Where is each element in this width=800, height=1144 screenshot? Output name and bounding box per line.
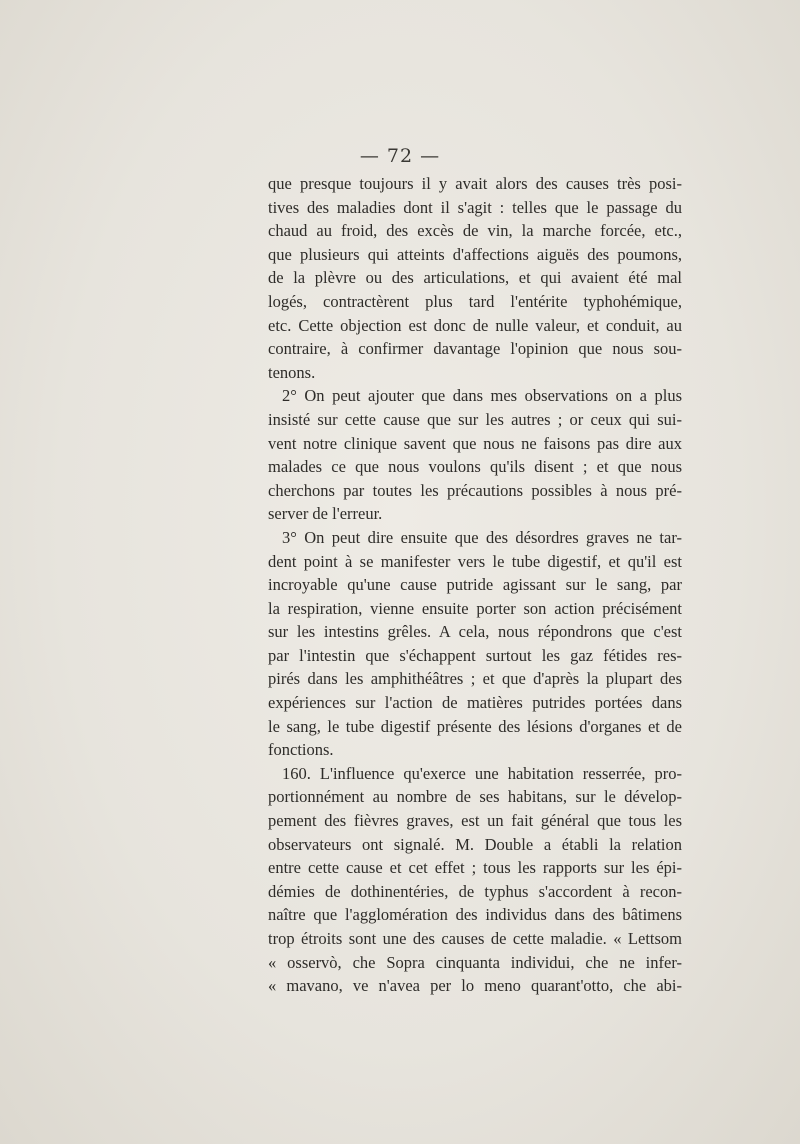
text-line: portionnément au nombre de ses habitans, sur le dévelop- — [268, 787, 682, 807]
text-line: sur les intestins grêles. A cela, nous répondrons que c'est — [268, 622, 682, 642]
body-text — [268, 172, 682, 998]
text-line: fonctions. — [268, 740, 334, 760]
text-line: trop étroits sont une des causes de cette maladie. « Lettsom — [268, 929, 682, 948]
page-number: — 72 — — [359, 145, 441, 167]
text-line: démies de dothinentéries, de typhus s'accordent à recon- — [268, 881, 682, 901]
text-line: le sang, le tube digestif présente des lésions d'organes et de — [268, 716, 682, 736]
text-line: de la plèvre ou des articulations, et qui avaient été mal — [268, 268, 682, 288]
text-line: malades ce que nous voulons qu'ils disent ; et que nous — [268, 457, 682, 477]
text-line: cherchons par toutes les précautions possibles à nous pré- — [268, 480, 682, 500]
text-line: la respiration, vienne ensuite porter son action précisément — [268, 598, 682, 618]
text-line: expériences sur l'action de matières putrides portées dans — [268, 693, 682, 713]
text-line: que presque toujours il y avait alors des causes très posi- — [268, 174, 682, 193]
paragraph-start: 160. L'influence qu'exerce une habitation resserrée, pro- — [282, 763, 682, 783]
text-line: vent notre clinique savent que nous ne faisons pas dire aux — [268, 433, 682, 453]
paragraph-start: 2° On peut ajouter que dans mes observations on a plus — [282, 386, 682, 406]
text-line: naître que l'agglomération des individus dans des bâtimens — [268, 905, 682, 925]
text-line: pirés dans les amphithéâtres ; et que d'après la plupart des — [268, 669, 682, 689]
text-line: insisté sur cette cause que sur les autres ; or ceux qui sui- — [268, 409, 682, 429]
text-line: par l'intestin que s'échappent surtout les gaz fétides res- — [268, 645, 682, 665]
text-line: contraire, à confirmer davantage l'opinion que nous sou- — [268, 339, 682, 359]
text-line: entre cette cause et cet effet ; tous les rapports sur les épi- — [268, 858, 682, 878]
text-line: dent point à se manifester vers le tube digestif, et qu'il est — [268, 551, 682, 571]
text-line: etc. Cette objection est donc de nulle valeur, et conduit, au — [268, 315, 682, 335]
text-line: server de l'erreur. — [268, 504, 383, 524]
text-line: chaud au froid, des excès de vin, la marche forcée, etc., — [268, 221, 682, 241]
text-line: « mavano, ve n'avea per lo meno quarant'otto, che abi- — [268, 976, 682, 996]
text-line: pement des fièvres graves, est un fait général que tous les — [268, 811, 682, 831]
text-line: que plusieurs qui atteints d'affections aiguës des poumons, — [268, 244, 682, 264]
text-line: « osservò, che Sopra cinquanta individui, che ne infer- — [268, 952, 682, 972]
text-line: tives des maladies dont il s'agit : telles que le passage du — [268, 197, 682, 217]
text-line: incroyable qu'une cause putride agissant sur le sang, par — [268, 575, 682, 595]
paragraph-start: 3° On peut dire ensuite que des désordres graves ne tar- — [282, 527, 682, 547]
text-line: tenons. — [268, 362, 316, 382]
text-line: logés, contractèrent plus tard l'entérite typhohémique, — [268, 291, 682, 311]
text-line: observateurs ont signalé. M. Double a établi la relation — [268, 834, 682, 854]
